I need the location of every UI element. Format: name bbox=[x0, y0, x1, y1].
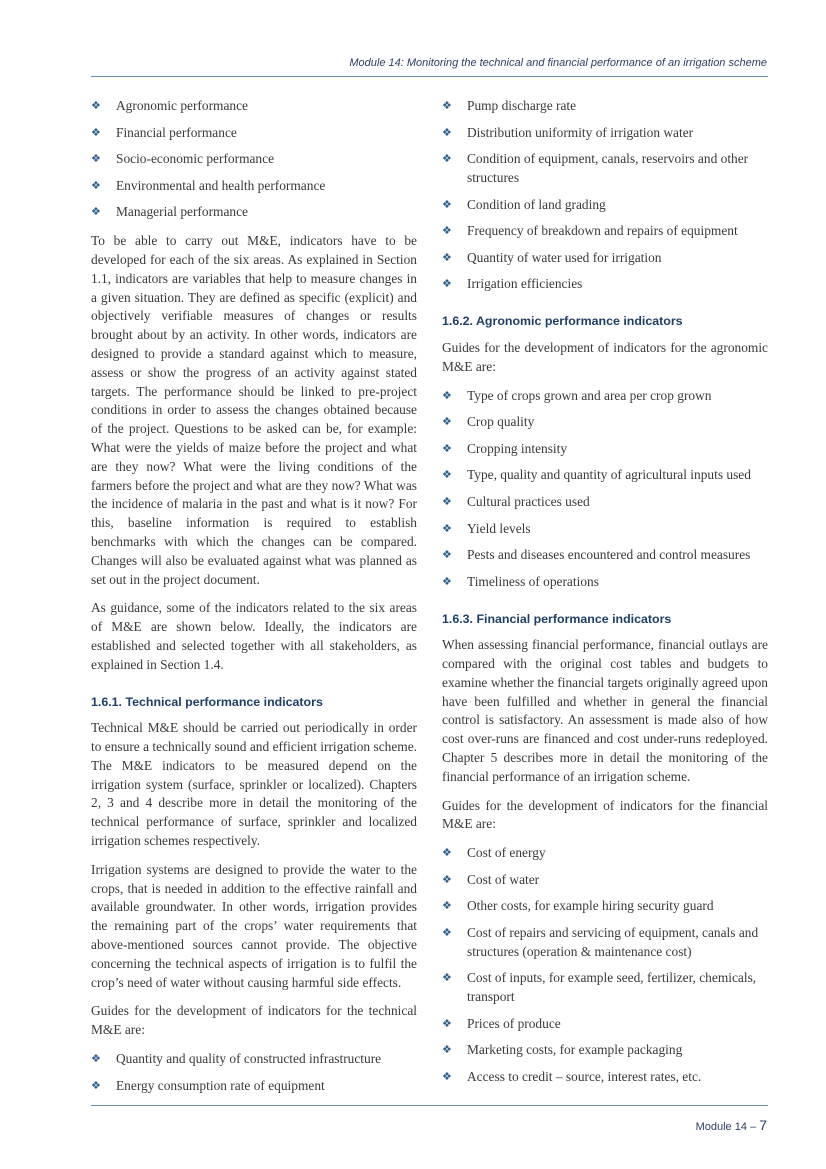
diamond-bullet-icon: ❖ bbox=[442, 899, 452, 913]
diamond-bullet-icon: ❖ bbox=[91, 1078, 101, 1092]
page-footer bbox=[696, 1117, 767, 1133]
diamond-bullet-icon: ❖ bbox=[442, 521, 452, 535]
list-item: ❖ Type of crops grown and area per crop grown bbox=[442, 387, 768, 406]
paragraph-financial-guides: Guides for the development of indicators for the financial M&E are: bbox=[442, 797, 768, 832]
diamond-bullet-icon: ❖ bbox=[442, 388, 452, 402]
diamond-bullet-icon: ❖ bbox=[442, 125, 452, 139]
paragraph-technical-guides: Guides for the development of indicators for the technical M&E are: bbox=[91, 1003, 417, 1038]
list-item: ❖ Cropping intensity bbox=[442, 440, 768, 459]
paragraph-financial: When assessing financial performance, financial outlays are compared with the original cost tables and budgets to examine whether the financial targets originally agreed upon have been fulfilled and whether in general the financial control is satisfactory. An assessment is made also of how cost over-runs are financed and cost under-runs redeployed. Chapter 5 describes more in detail the monitoring of the financial performance of an irrigation scheme. bbox=[442, 637, 768, 784]
agronomic-indicators-list bbox=[442, 387, 768, 592]
diamond-bullet-icon: ❖ bbox=[442, 224, 452, 238]
header-rule bbox=[91, 76, 768, 77]
diamond-bullet-icon: ❖ bbox=[442, 846, 452, 860]
running-header: Module 14: Monitoring the technical and financial performance of an irrigation scheme bbox=[349, 57, 767, 69]
diamond-bullet-icon: ❖ bbox=[442, 468, 452, 482]
list-item: ❖ Marketing costs, for example packaging bbox=[442, 1041, 768, 1060]
list-item: ❖ Distribution uniformity of irrigation water bbox=[442, 124, 768, 143]
list-item: ❖ Other costs, for example hiring security guard bbox=[442, 897, 768, 916]
right-column bbox=[442, 97, 768, 1097]
diamond-bullet-icon: ❖ bbox=[442, 197, 452, 211]
section-heading-agronomic: 1.6.2. Agronomic performance indicators bbox=[442, 314, 683, 329]
diamond-bullet-icon: ❖ bbox=[91, 99, 101, 112]
list-item: ❖ Quantity and quality of constructed infrastructure bbox=[91, 1050, 417, 1069]
list-item: ❖ Pests and diseases encountered and control measures bbox=[442, 546, 768, 565]
list-item: ❖ Cost of water bbox=[442, 871, 768, 890]
financial-indicators-list bbox=[442, 844, 768, 1087]
list-item: ❖ Access to credit – source, interest rates, etc. bbox=[442, 1068, 768, 1087]
footer-module-label: Module 14 – bbox=[695, 1121, 757, 1133]
diamond-bullet-icon: ❖ bbox=[442, 494, 452, 508]
diamond-bullet-icon: ❖ bbox=[442, 1016, 452, 1030]
list-item: ❖ Agronomic performance bbox=[91, 97, 417, 116]
list-item: ❖ Irrigation efficiencies bbox=[442, 275, 768, 294]
list-item: ❖ Energy consumption rate of equipment bbox=[91, 1077, 417, 1096]
areas-list bbox=[91, 97, 417, 222]
diamond-bullet-icon: ❖ bbox=[442, 926, 452, 940]
list-item: ❖ Quantity of water used for irrigation bbox=[442, 249, 768, 268]
diamond-bullet-icon: ❖ bbox=[91, 205, 101, 219]
footer-rule bbox=[91, 1105, 768, 1106]
list-item: ❖ Crop quality bbox=[442, 413, 768, 432]
diamond-bullet-icon: ❖ bbox=[442, 1070, 452, 1084]
diamond-bullet-icon: ❖ bbox=[442, 250, 452, 264]
diamond-bullet-icon: ❖ bbox=[442, 574, 452, 588]
technical-indicators-list bbox=[91, 1050, 417, 1095]
list-item: ❖ Environmental and health performance bbox=[91, 177, 417, 196]
diamond-bullet-icon: ❖ bbox=[442, 971, 452, 985]
diamond-bullet-icon: ❖ bbox=[91, 1052, 101, 1066]
paragraph-indicators: To be able to carry out M&E, indicators have to be developed for each of the six areas. As explained in Section 1.1, indicators are variables that help to measure changes in a given situation. They are defined as specific (explicit) and objectively verifiable measures of changes or results brought about by an activity. In other words, indicators are designed to provide a standard against which to measure, assess or show the progress of an activity against stated targets. The performance should be linked to pre-project conditions in order to assess the changes obtained because of the project. Questions to be asked can be, for example: What were the yields of maize before the project and what are they now? What were the living conditions of the farmers before the project and what are they now? What was the incidence of malaria in the past and what is it now? For this, baseline information is required to establish benchmarks with which the changes can be compared. Changes will also be evaluated against what was planned as set out in the project document. bbox=[91, 233, 417, 587]
list-item: ❖ Condition of land grading bbox=[442, 196, 768, 215]
page-number: 7 bbox=[759, 1117, 767, 1133]
diamond-bullet-icon: ❖ bbox=[442, 1043, 452, 1057]
list-item: ❖ Managerial performance bbox=[91, 203, 417, 222]
list-item: ❖ Cost of energy bbox=[442, 844, 768, 863]
diamond-bullet-icon: ❖ bbox=[442, 152, 452, 166]
list-item: ❖ Socio-economic performance bbox=[91, 150, 417, 169]
list-item: ❖ Frequency of breakdown and repairs of equipment bbox=[442, 222, 768, 241]
paragraph-guidance: As guidance, some of the indicators related to the six areas of M&E are shown below. Ideally, the indicators are established and selected together with all stakeholders, as explained in Section 1.4. bbox=[91, 600, 417, 672]
technical-indicators-list-cont bbox=[442, 97, 768, 294]
diamond-bullet-icon: ❖ bbox=[91, 152, 101, 166]
diamond-bullet-icon: ❖ bbox=[91, 125, 101, 139]
list-item: ❖ Financial performance bbox=[91, 124, 417, 143]
list-item: ❖ Cost of repairs and servicing of equipment, canals and structures (operation & maintenance cost) bbox=[442, 925, 759, 959]
paragraph-irrigation-systems: Irrigation systems are designed to provide the water to the crops, that is needed in addition to the effective rainfall and available groundwater. In other words, irrigation provides the remaining part of the crops’ water requirements that above-mentioned sources cannot provide. The objective concerning the technical aspects of irrigation is to fulfil the crop’s need of water without causing harmful side effects. bbox=[91, 861, 417, 990]
diamond-bullet-icon: ❖ bbox=[442, 548, 452, 562]
list-item: ❖ Prices of produce bbox=[442, 1015, 768, 1034]
list-item: ❖ Condition of equipment, canals, reservoirs and other structures bbox=[442, 151, 749, 185]
left-column bbox=[91, 97, 417, 1105]
diamond-bullet-icon: ❖ bbox=[91, 178, 101, 192]
section-heading-technical: 1.6.1. Technical performance indicators bbox=[91, 694, 323, 709]
diamond-bullet-icon: ❖ bbox=[442, 872, 452, 886]
diamond-bullet-icon: ❖ bbox=[442, 99, 452, 112]
list-item: ❖ Pump discharge rate bbox=[442, 97, 768, 116]
diamond-bullet-icon: ❖ bbox=[442, 415, 452, 429]
list-item: ❖ Timeliness of operations bbox=[442, 573, 768, 592]
list-item: ❖ Type, quality and quantity of agricultural inputs used bbox=[442, 466, 768, 485]
list-item: ❖ Yield levels bbox=[442, 520, 768, 539]
paragraph-agronomic-guides: Guides for the development of indicators for the agronomic M&E are: bbox=[442, 339, 768, 374]
paragraph-technical: Technical M&E should be carried out periodically in order to ensure a technically sound and efficient irrigation scheme. The M&E indicators to be measured depend on the irrigation system (surface, sprinkler or localized). Chapters 2, 3 and 4 describe more in detail the monitoring of the technical performance of surface, sprinkler and localized irrigation schemes respectively. bbox=[91, 720, 417, 849]
section-heading-financial: 1.6.3. Financial performance indicators bbox=[442, 611, 672, 626]
diamond-bullet-icon: ❖ bbox=[442, 441, 452, 455]
list-item: ❖ Cost of inputs, for example seed, fertilizer, chemicals, transport bbox=[442, 970, 757, 1005]
list-item: ❖ Cultural practices used bbox=[442, 493, 768, 512]
diamond-bullet-icon: ❖ bbox=[442, 277, 452, 291]
